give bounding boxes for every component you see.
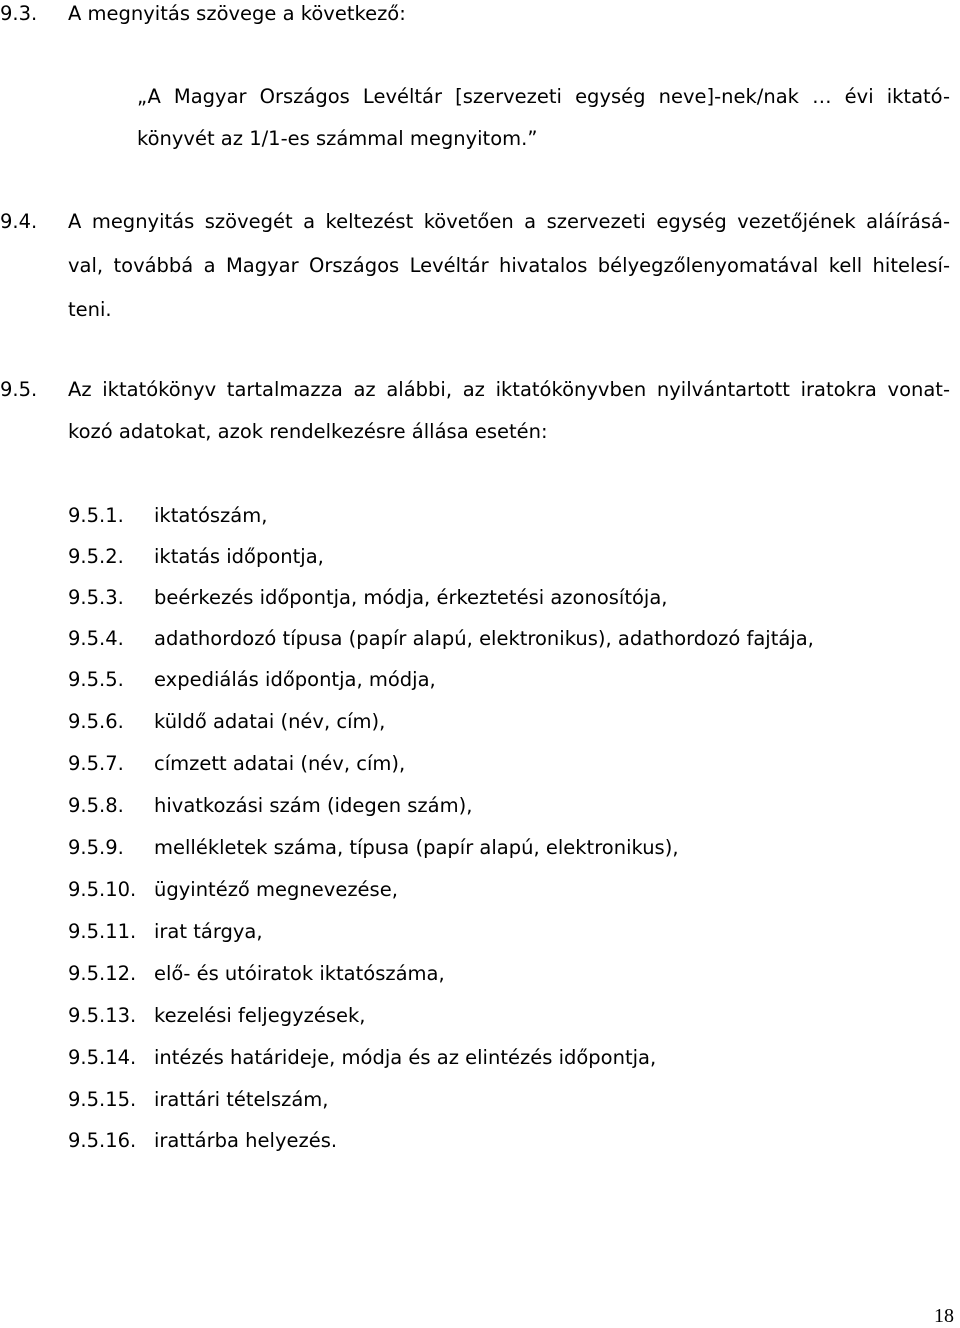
list-item [68,1046,938,1074]
list-item-text: iktatószám, [154,504,268,527]
opening-quote [137,76,950,160]
list-item-text: beérkezés időpontja, módja, érkeztetési azonosítója, [154,586,668,609]
list-item-number: 9.5.8. [68,794,124,817]
list-item [68,1129,938,1157]
list-item-number: 9.5.6. [68,710,124,733]
section-text-line: Az iktatókönyv tartalmazza az alábbi, az iktatókönyvben nyilvántartott iratokra vonat- [68,378,950,401]
list-item-text: irat tárgya, [154,920,263,943]
section-text-line: A megnyitás szövegét a keltezést követően a szervezeti egység vezetőjének aláírásá- [68,210,950,233]
section-number: 9.4. [0,210,38,233]
list-item-number: 9.5.10. [68,878,137,901]
page-number: 18 [934,1305,954,1327]
list-item-number: 9.5.3. [68,586,124,609]
list-item-text: küldő adatai (név, cím), [154,710,386,733]
section-number: 9.5. [0,378,38,401]
list-item-number: 9.5.15. [68,1088,137,1111]
list-item [68,710,938,738]
section-text-line: teni. [68,298,112,321]
list-item [68,586,938,614]
list-item [68,627,938,655]
list-item-number: 9.5.13. [68,1004,137,1027]
list-item-text: ügyintéző megnevezése, [154,878,398,901]
list-item-text: kezelési feljegyzések, [154,1004,366,1027]
list-item-number: 9.5.14. [68,1046,137,1069]
list-item-text: irattári tételszám, [154,1088,329,1111]
list-item [68,1004,938,1032]
list-item-number: 9.5.11. [68,920,137,943]
list-item-number: 9.5.4. [68,627,124,650]
list-item-text: irattárba helyezés. [154,1129,338,1152]
list-item-number: 9.5.1. [68,504,124,527]
list-item-text: adathordozó típusa (papír alapú, elektronikus), adathordozó fajtája, [154,627,814,650]
list-item [68,1088,938,1116]
list-item-text: mellékletek száma, típusa (papír alapú, elektronikus), [154,836,679,859]
list-item-number: 9.5.2. [68,545,124,568]
list-item-text: iktatás időpontja, [154,545,324,568]
list-item [68,836,938,864]
list-item [68,545,938,573]
list-item-number: 9.5.5. [68,668,124,691]
list-item-text: címzett adatai (név, cím), [154,752,406,775]
list-item [68,962,938,990]
section-number: 9.3. [0,2,38,25]
list-item-text: intézés határideje, módja és az elintézés időpontja, [154,1046,657,1069]
section-text-line: A megnyitás szövege a következő: [68,2,406,25]
list-item-text: hivatkozási szám (idegen szám), [154,794,473,817]
quote-line: „A Magyar Országos Levéltár [szervezeti egység neve]-nek/nak … évi iktató- [137,85,950,108]
list-item [68,752,938,780]
section-text-line: kozó adatokat, azok rendelkezésre állása esetén: [68,420,548,443]
quote-line: könyvét az 1/1-es számmal megnyitom.” [137,127,538,150]
list-item-number: 9.5.12. [68,962,137,985]
list-item [68,504,938,532]
list-item-number: 9.5.16. [68,1129,137,1152]
list-item-number: 9.5.9. [68,836,124,859]
list-item [68,794,938,822]
section-text-line: val, továbbá a Magyar Országos Levéltár hivatalos bélyegzőlenyomatával kell hitelesí- [68,254,950,277]
list-item-number: 9.5.7. [68,752,124,775]
list-item [68,920,938,948]
list-item-text: expediálás időpontja, módja, [154,668,436,691]
list-item [68,668,938,696]
list-item-text: elő- és utóiratok iktatószáma, [154,962,445,985]
list-item [68,878,938,906]
